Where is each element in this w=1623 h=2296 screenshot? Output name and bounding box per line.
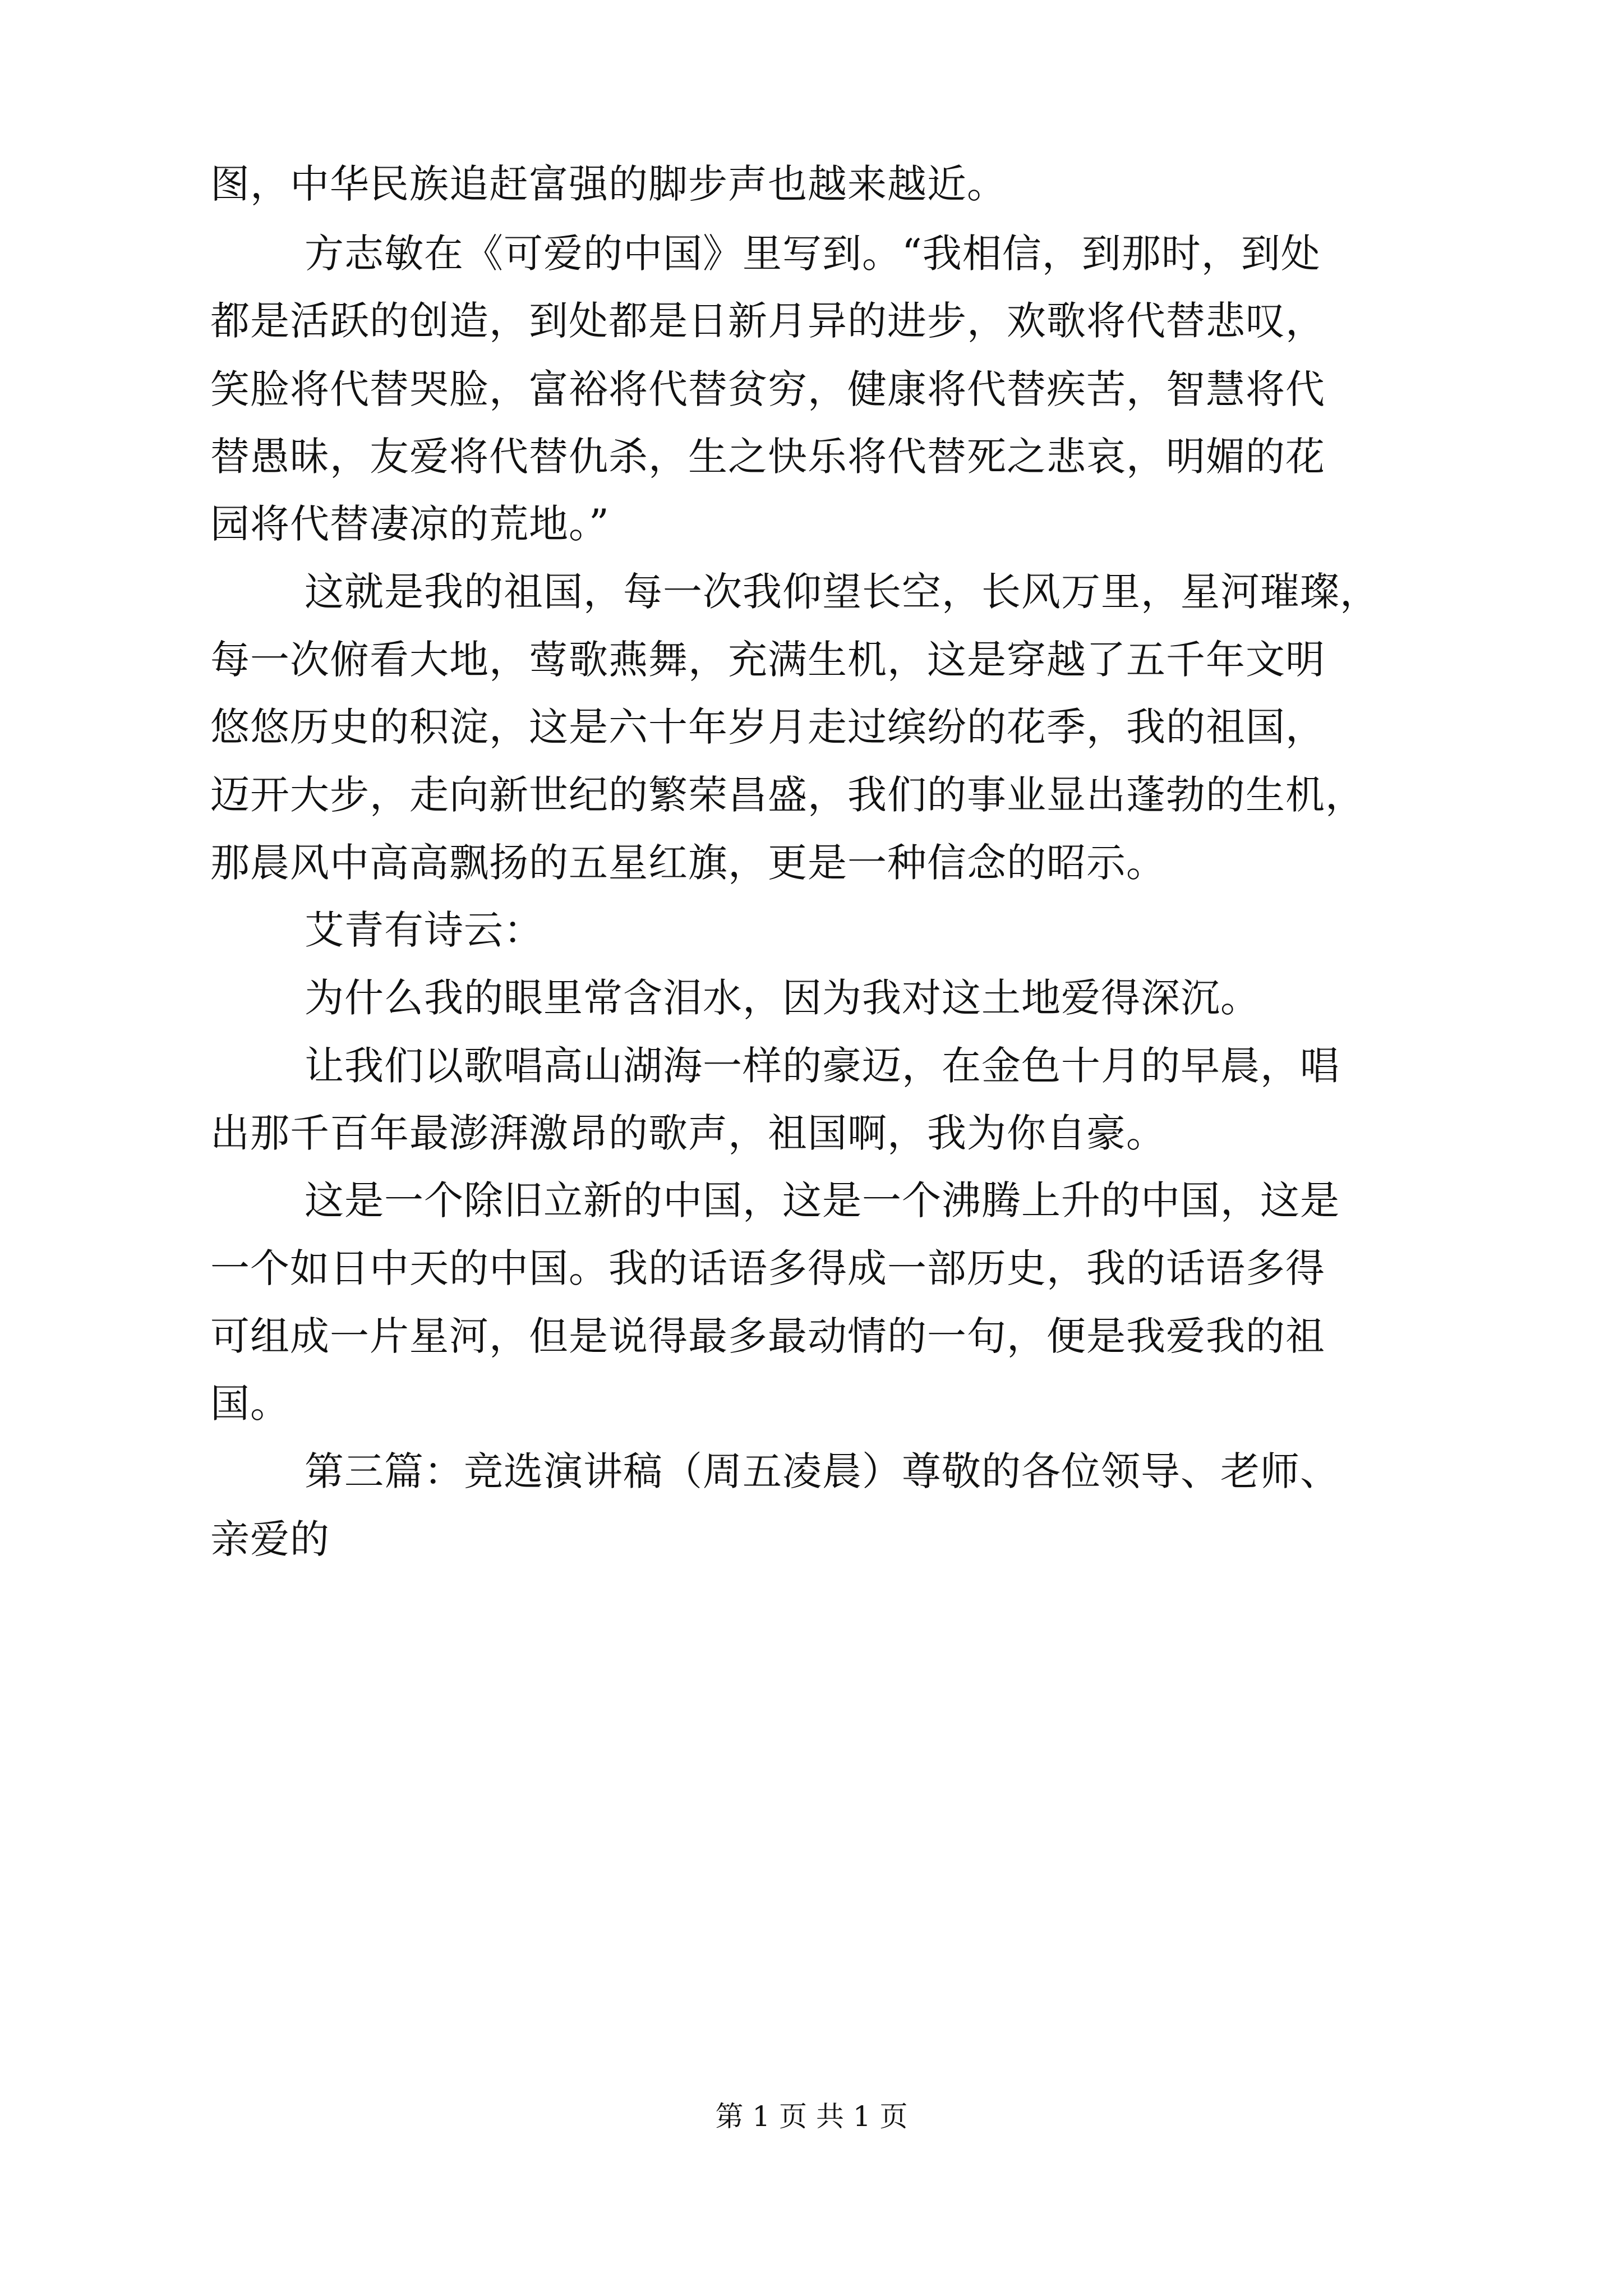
paragraph-2-line-5: 园将代替凄凉的荒地。” xyxy=(210,501,610,547)
paragraph-3-line-3: 悠悠历史的积淀，这是六十年岁月走过缤纷的花季，我的祖国， xyxy=(210,704,1325,750)
paragraph-7-line-2: 一个如日中天的中国。我的话语多得成一部历史，我的话语多得 xyxy=(210,1245,1325,1291)
paragraph-3-line-1: 这就是我的祖国，每一次我仰望长空，长风万里，星河璀璨， xyxy=(305,569,1380,615)
paragraph-2-line-4: 替愚昧，友爱将代替仇杀，生之快乐将代替死之悲哀，明媚的花 xyxy=(210,434,1325,480)
paragraph-7-line-1: 这是一个除旧立新的中国，这是一个沸腾上升的中国，这是 xyxy=(305,1177,1340,1223)
paragraph-2-line-3: 笑脸将代替哭脸，富裕将代替贫穷，健康将代替疾苦，智慧将代 xyxy=(210,366,1325,412)
paragraph-7-line-3: 可组成一片星河，但是说得最多最动情的一句，便是我爱我的祖 xyxy=(210,1313,1325,1359)
paragraph-8-line-2: 亲爱的 xyxy=(210,1516,330,1562)
paragraph-6-line-2: 出那千百年最澎湃激昂的歌声，祖国啊，我为你自豪。 xyxy=(210,1110,1166,1156)
paragraph-3-line-2: 每一次俯看大地，莺歌燕舞，充满生机，这是穿越了五千年文明 xyxy=(210,637,1325,683)
paragraph-3-line-5: 那晨风中高高飘扬的五星红旗，更是一种信念的昭示。 xyxy=(210,840,1166,886)
page-footer xyxy=(0,2097,1623,2136)
paragraph-7-line-4: 国。 xyxy=(210,1381,290,1427)
paragraph-5-line-1: 为什么我的眼里常含泪水，因为我对这土地爱得深沉。 xyxy=(305,975,1260,1021)
paragraph-2-line-2: 都是活跃的创造，到处都是日新月异的进步，欢歌将代替悲叹， xyxy=(210,298,1325,344)
paragraph-4-line-1: 艾青有诗云： xyxy=(305,907,543,953)
paragraph-2-line-1: 方志敏在《可爱的中国》里写到。“我相信，到那时，到处 xyxy=(305,231,1321,277)
paragraph-3-line-4: 迈开大步，走向新世纪的繁荣昌盛，我们的事业显出蓬勃的生机， xyxy=(210,772,1365,818)
paragraph-8-line-1: 第三篇：竞选演讲稿（周五凌晨）尊敬的各位领导、老师、 xyxy=(305,1448,1340,1494)
paragraph-6-line-1: 让我们以歌唱高山湖海一样的豪迈，在金色十月的早晨，唱 xyxy=(305,1043,1340,1089)
paragraph-1-line-1: 图，中华民族追赶富强的脚步声也越来越近。 xyxy=(210,161,1007,207)
page-number-indicator: 第 1 页 共 1 页 xyxy=(715,2100,908,2133)
